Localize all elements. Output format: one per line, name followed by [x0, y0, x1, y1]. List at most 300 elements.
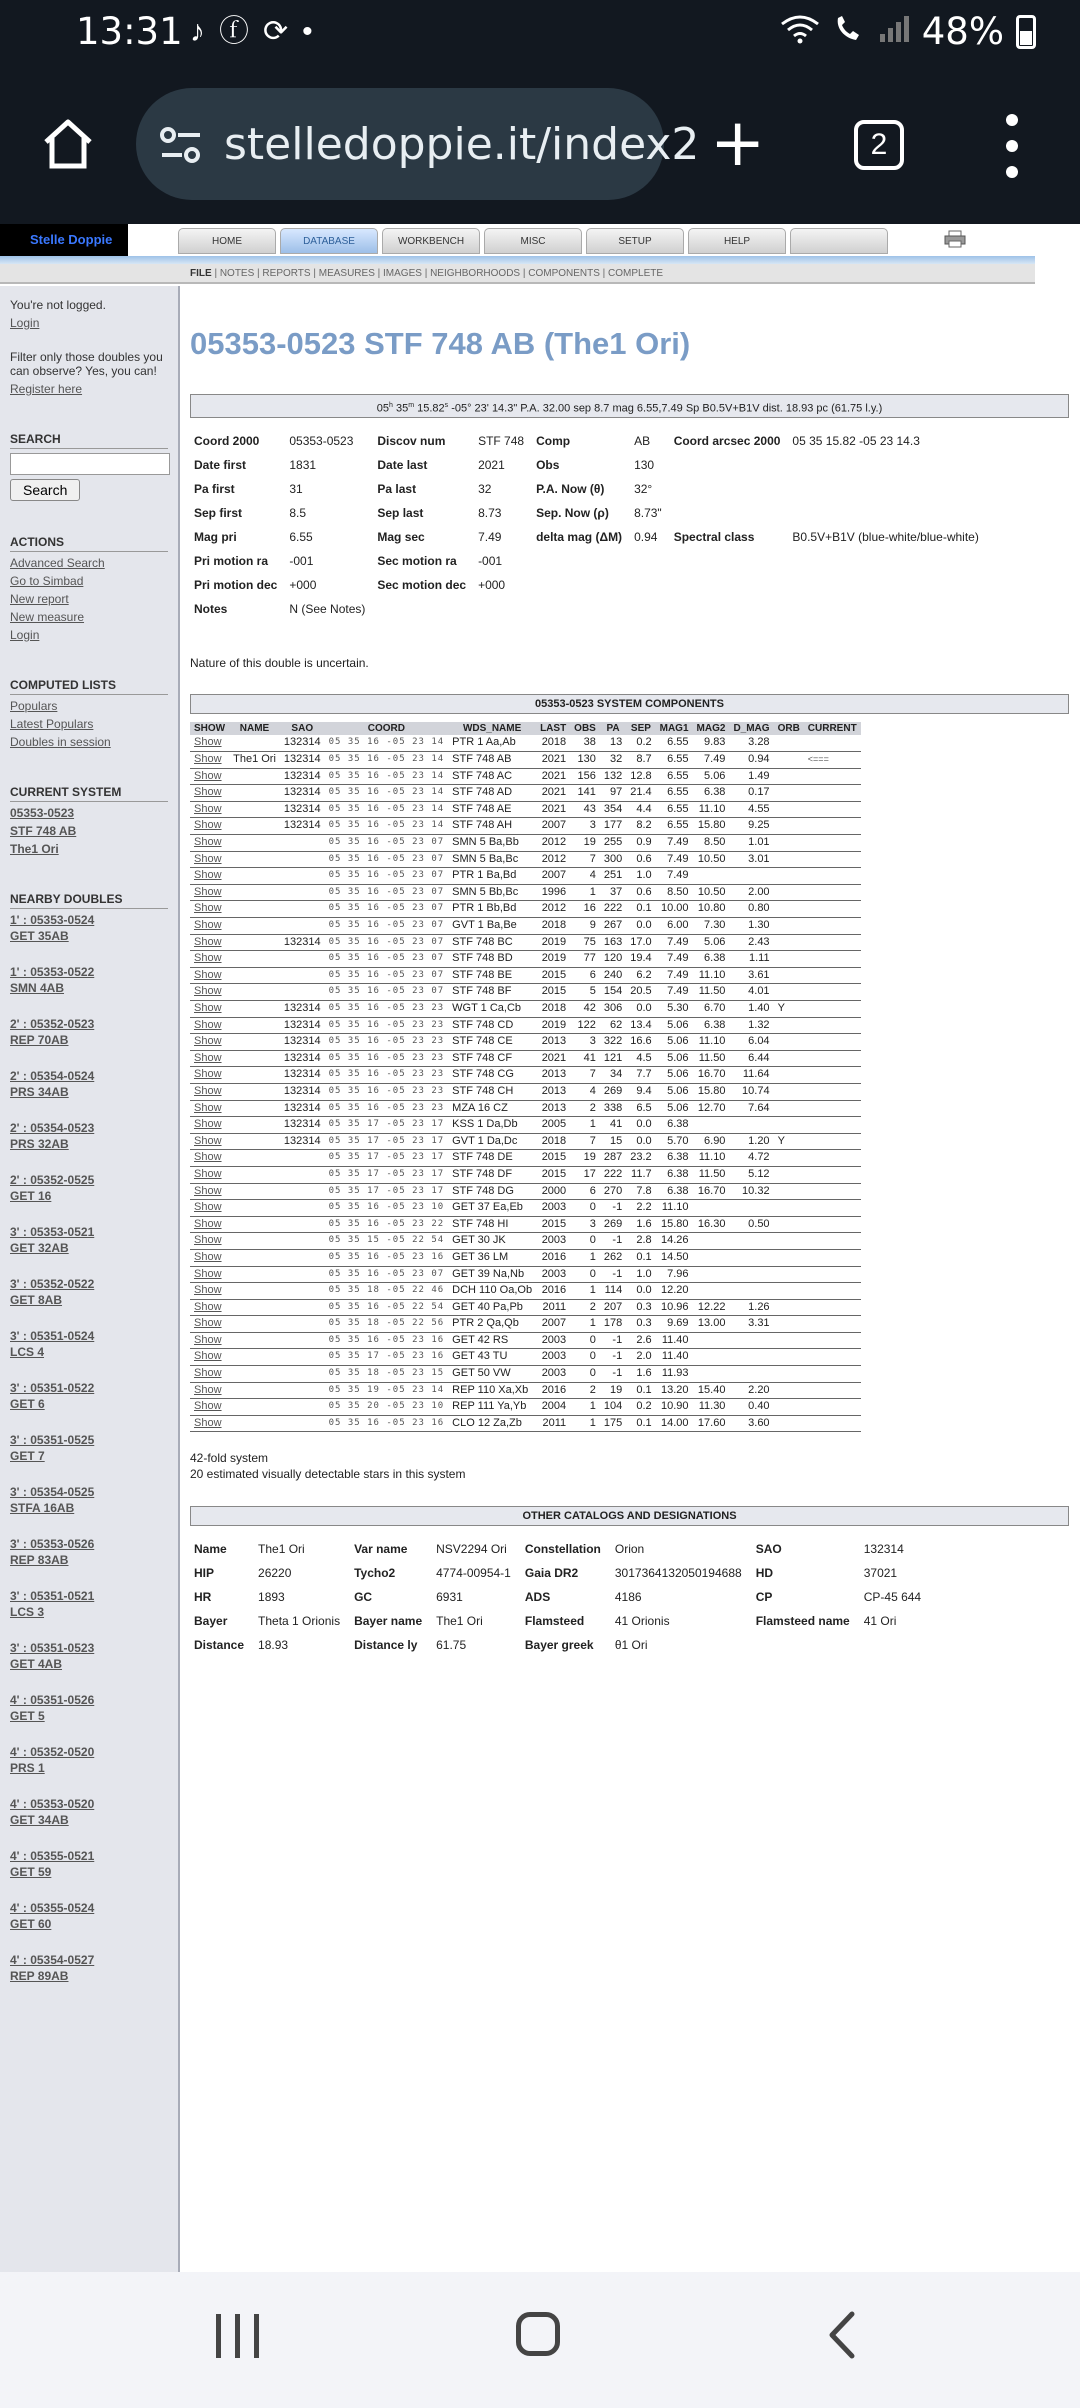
cell-name	[229, 901, 280, 918]
nearby-double-coord-link[interactable]: 4' : 05353-0520	[10, 1797, 95, 1811]
nearby-double-name-link[interactable]: GET 7	[10, 1449, 45, 1463]
cell-wds-name: SMN 5 Ba,Bc	[448, 851, 536, 868]
show-link[interactable]: Show	[190, 801, 229, 818]
cell-pa: 34	[600, 1067, 626, 1084]
cell-mag1: 14.00	[656, 1415, 693, 1432]
site-settings-icon[interactable]	[158, 122, 204, 168]
show-link[interactable]: Show	[190, 1233, 229, 1250]
nearby-double-name-link[interactable]: GET 5	[10, 1709, 45, 1723]
show-link[interactable]: Show	[190, 1415, 229, 1432]
nav-tab-setup[interactable]: SETUP	[586, 228, 684, 254]
column-header: NAME	[229, 722, 280, 735]
property-label: Discov num	[377, 434, 446, 448]
cell-last: 2018	[536, 918, 570, 935]
nearby-double-item	[10, 1693, 168, 1723]
nearby-double-name-link[interactable]: SMN 4AB	[10, 981, 65, 995]
cell-d-mag: 2.00	[729, 884, 773, 901]
cell-current	[804, 884, 861, 901]
cell-pa: 262	[600, 1249, 626, 1266]
cell-pa: 13	[600, 735, 626, 752]
computed-list	[10, 699, 168, 749]
home-nav-icon[interactable]	[516, 2312, 560, 2356]
nav-tab-workbench[interactable]: WORKBENCH	[382, 228, 480, 254]
property-value: 05353-0523	[289, 434, 354, 448]
property-value	[632, 598, 670, 620]
cell-coord: 05 35 16 -05 23 07	[325, 868, 449, 885]
show-link[interactable]: Show	[190, 951, 229, 968]
cell-sep: 2.8	[626, 1233, 655, 1250]
show-link[interactable]: Show	[190, 1166, 229, 1183]
show-link[interactable]: Show	[190, 1050, 229, 1067]
nearby-double-name-link[interactable]: REP 89AB	[10, 1969, 69, 1983]
nearby-double-coord-link[interactable]: 4' : 05355-0521	[10, 1849, 95, 1863]
nearby-double-name-link[interactable]: GET 4AB	[10, 1657, 63, 1671]
cell-orb	[774, 951, 804, 968]
cell-current	[804, 785, 861, 802]
cell-mag2: 7.30	[693, 918, 730, 935]
site-nav	[0, 224, 1035, 256]
show-link[interactable]: Show	[190, 918, 229, 935]
address-bar[interactable]	[136, 88, 700, 200]
nearby-double-item	[10, 1173, 168, 1203]
nearby-double-coord-link[interactable]: 3' : 05353-0521	[10, 1225, 95, 1239]
cell-orb	[774, 984, 804, 1001]
search-heading: SEARCH	[10, 432, 168, 449]
cell-name	[229, 1001, 280, 1018]
property-value: 0.94	[634, 530, 658, 544]
nearby-double-item	[10, 1121, 168, 1151]
property-value	[790, 550, 986, 572]
cell-name	[229, 1017, 280, 1034]
nearby-double-name-link[interactable]: LCS 4	[10, 1345, 45, 1359]
browser-toolbar	[0, 66, 1080, 224]
property-label: Pa first	[194, 482, 235, 496]
nearby-double-coord-link[interactable]: 3' : 05351-0525	[10, 1433, 95, 1447]
nearby-double-name-link[interactable]: GET 16	[10, 1189, 52, 1203]
nearby-double-coord-link[interactable]: 2' : 05354-0523	[10, 1121, 95, 1135]
battery-icon	[1016, 15, 1036, 49]
computed-list-link[interactable]: Populars	[10, 699, 58, 713]
catalog-label: SAO	[755, 1542, 782, 1557]
nearby-double-coord-link[interactable]: 2' : 05352-0523	[10, 1017, 95, 1031]
action-link[interactable]: Go to Simbad	[10, 574, 84, 588]
property-row	[192, 454, 987, 476]
component-row	[190, 1017, 861, 1034]
nearby-double-coord-link[interactable]: 2' : 05352-0525	[10, 1173, 95, 1187]
nearby-double-name-link[interactable]: GET 8AB	[10, 1293, 63, 1307]
catalog-label: Gaia DR2	[524, 1566, 579, 1581]
cell-coord: 05 35 16 -05 23 23	[325, 1083, 449, 1100]
nav-tab-database[interactable]: DATABASE	[280, 228, 378, 254]
cell-sao	[280, 1266, 325, 1283]
actions-list	[10, 556, 168, 642]
cell-pa: 19	[600, 1382, 626, 1399]
show-link[interactable]: Show	[190, 1067, 229, 1084]
nearby-double-name-link[interactable]: GET 35AB	[10, 929, 69, 943]
nearby-double-coord-link[interactable]: 3' : 05351-0523	[10, 1641, 95, 1655]
cell-wds-name: STF 748 AC	[448, 768, 536, 785]
component-row	[190, 752, 861, 769]
show-link[interactable]: Show	[190, 1366, 229, 1383]
cell-current	[804, 1001, 861, 1018]
property-value: +000	[478, 578, 506, 592]
cell-orb	[774, 868, 804, 885]
show-link[interactable]: Show	[190, 868, 229, 885]
nearby-double-coord-link[interactable]: 4' : 05355-0524	[10, 1901, 95, 1915]
nav-tab-blank[interactable]	[790, 228, 888, 254]
cell-last: 2012	[536, 851, 570, 868]
cell-wds-name: GVT 1 Ba,Be	[448, 918, 536, 935]
component-row	[190, 1166, 861, 1183]
show-link[interactable]: Show	[190, 818, 229, 835]
property-value	[632, 550, 670, 572]
column-header: MAG2	[693, 722, 730, 735]
show-link[interactable]: Show	[190, 1100, 229, 1117]
component-row	[190, 1067, 861, 1084]
home-icon[interactable]	[38, 114, 98, 174]
tab-switcher-button[interactable]: 2	[854, 120, 904, 170]
cell-sao	[280, 1200, 325, 1217]
cell-wds-name: CLO 12 Za,Zb	[448, 1415, 536, 1432]
search-button[interactable]: Search	[10, 479, 80, 501]
cell-obs: 5	[570, 984, 600, 1001]
nearby-double-coord-link[interactable]: 3' : 05351-0522	[10, 1381, 95, 1395]
nav-tab-misc[interactable]: MISC	[484, 228, 582, 254]
property-value: -001	[478, 554, 503, 568]
component-row	[190, 1299, 861, 1316]
action-link[interactable]: New measure	[10, 610, 85, 624]
cell-last: 2005	[536, 1117, 570, 1134]
dot-icon: •	[302, 15, 313, 48]
cell-pa: 163	[600, 934, 626, 951]
nav-tab-help[interactable]: HELP	[688, 228, 786, 254]
component-row	[190, 1283, 861, 1300]
show-link[interactable]: Show	[190, 901, 229, 918]
show-link[interactable]: Show	[190, 1150, 229, 1167]
cell-last: 2015	[536, 967, 570, 984]
print-icon[interactable]	[944, 230, 966, 248]
cell-mag1: 6.55	[656, 801, 693, 818]
cell-wds-name: STF 748 DF	[448, 1166, 536, 1183]
cell-current	[804, 1283, 861, 1300]
show-link[interactable]: Show	[190, 1017, 229, 1034]
cell-obs: 41	[570, 1050, 600, 1067]
property-label: Pri motion dec	[194, 578, 278, 592]
cell-last: 2007	[536, 868, 570, 885]
cell-d-mag: 3.28	[729, 735, 773, 752]
current-system-link[interactable]: 05353-0523	[10, 806, 75, 820]
cell-mag1: 6.55	[656, 785, 693, 802]
show-link[interactable]: Show	[190, 1001, 229, 1018]
cell-wds-name: REP 111 Ya,Yb	[448, 1399, 536, 1416]
cell-pa: 37	[600, 884, 626, 901]
cell-name	[229, 1366, 280, 1383]
cell-obs: 122	[570, 1017, 600, 1034]
new-tab-icon[interactable]: +	[710, 104, 766, 181]
show-link[interactable]: Show	[190, 768, 229, 785]
cell-current	[804, 1034, 861, 1051]
subnav-file[interactable]: FILE	[190, 268, 212, 279]
cell-current	[804, 1100, 861, 1117]
cell-mag1: 6.55	[656, 752, 693, 769]
catalog-label: HIP	[194, 1566, 215, 1581]
cell-wds-name: STF 748 CH	[448, 1083, 536, 1100]
cell-mag2	[693, 868, 730, 885]
property-value: B0.5V+B1V (blue-white/blue-white)	[792, 530, 979, 544]
properties-table	[190, 428, 989, 622]
nearby-double-name-link[interactable]: REP 83AB	[10, 1553, 69, 1567]
cell-name	[229, 918, 280, 935]
cell-wds-name: GET 37 Ea,Eb	[448, 1200, 536, 1217]
cell-mag1: 6.38	[656, 1166, 693, 1183]
cell-coord: 05 35 16 -05 22 54	[325, 1299, 449, 1316]
cell-coord: 05 35 16 -05 23 23	[325, 1067, 449, 1084]
show-link[interactable]: Show	[190, 735, 229, 752]
nearby-double-name-link[interactable]: STFA 16AB	[10, 1501, 75, 1515]
cell-name	[229, 1067, 280, 1084]
nearby-double-name-link[interactable]: REP 70AB	[10, 1033, 69, 1047]
cell-pa: -1	[600, 1332, 626, 1349]
cell-pa: 175	[600, 1415, 626, 1432]
nearby-double-name-link[interactable]: LCS 3	[10, 1605, 45, 1619]
catalog-value: 4186	[614, 1590, 642, 1605]
site-logo[interactable]: Stelle Doppie	[0, 224, 128, 256]
property-value: 32	[478, 482, 492, 496]
nearby-double-coord-link[interactable]: 3' : 05351-0524	[10, 1329, 95, 1343]
property-label: Sep. Now (ρ)	[536, 506, 609, 520]
cell-current	[804, 1117, 861, 1134]
cell-coord: 05 35 16 -05 23 16	[325, 1249, 449, 1266]
login-link[interactable]: Login	[10, 316, 40, 330]
current-system-link[interactable]: The1 Ori	[10, 842, 59, 856]
fold-text: 42-fold system	[190, 1451, 269, 1466]
cell-name	[229, 801, 280, 818]
show-link[interactable]: Show	[190, 752, 229, 769]
nearby-double-coord-link[interactable]: 3' : 05354-0525	[10, 1485, 95, 1499]
cell-wds-name: STF 748 CG	[448, 1067, 536, 1084]
cell-sao	[280, 918, 325, 935]
show-link[interactable]: Show	[190, 835, 229, 852]
show-link[interactable]: Show	[190, 785, 229, 802]
cell-coord: 05 35 16 -05 23 07	[325, 884, 449, 901]
nearby-double-item	[10, 1069, 168, 1099]
cell-obs: 3	[570, 1216, 600, 1233]
nearby-double-coord-link[interactable]: 3' : 05351-0521	[10, 1589, 95, 1603]
cell-last: 2011	[536, 1415, 570, 1432]
actions-heading: ACTIONS	[10, 535, 168, 552]
cell-coord: 05 35 17 -05 23 17	[325, 1183, 449, 1200]
cell-name	[229, 1399, 280, 1416]
search-input[interactable]	[10, 453, 170, 475]
cell-obs: 141	[570, 785, 600, 802]
subnav-links[interactable]: | NOTES | REPORTS | MEASURES | IMAGES | NEIGHBORHOODS | COMPONENTS | COMPLETE	[211, 268, 664, 279]
cell-wds-name: MZA 16 CZ	[448, 1100, 536, 1117]
cell-current	[804, 1166, 861, 1183]
component-row	[190, 884, 861, 901]
cell-d-mag: 4.72	[729, 1150, 773, 1167]
cell-sep: 2.6	[626, 1332, 655, 1349]
cell-d-mag: 0.17	[729, 785, 773, 802]
cell-last: 2021	[536, 785, 570, 802]
current-system-link[interactable]: STF 748 AB	[10, 824, 77, 838]
cell-wds-name: STF 748 DE	[448, 1150, 536, 1167]
show-link[interactable]: Show	[190, 1316, 229, 1333]
nav-tab-home[interactable]: HOME	[178, 228, 276, 254]
nearby-double-coord-link[interactable]: 1' : 05353-0524	[10, 913, 95, 927]
cell-mag2: 5.06	[693, 934, 730, 951]
cell-sep: 0.0	[626, 1133, 655, 1150]
cell-mag1: 7.49	[656, 951, 693, 968]
register-link[interactable]: Register here	[10, 382, 83, 396]
cell-mag1: 10.90	[656, 1399, 693, 1416]
cell-d-mag	[729, 1117, 773, 1134]
property-label	[672, 574, 789, 596]
nearby-double-name-link[interactable]: PRS 1	[10, 1761, 45, 1775]
back-icon[interactable]	[818, 2310, 868, 2360]
show-link[interactable]: Show	[190, 984, 229, 1001]
cell-sao: 132314	[280, 768, 325, 785]
show-link[interactable]: Show	[190, 1382, 229, 1399]
cell-sao	[280, 1332, 325, 1349]
cell-d-mag	[729, 1266, 773, 1283]
catalog-label: HR	[194, 1590, 212, 1605]
show-link[interactable]: Show	[190, 1249, 229, 1266]
catalog-label: Flamsteed name	[755, 1614, 850, 1629]
recent-apps-icon[interactable]	[216, 2314, 259, 2358]
cell-d-mag: 4.01	[729, 984, 773, 1001]
catalog-label: Name	[194, 1542, 227, 1557]
nearby-double-name-link[interactable]: GET 60	[10, 1917, 52, 1931]
show-link[interactable]: Show	[190, 1183, 229, 1200]
cell-name	[229, 818, 280, 835]
cell-obs: 43	[570, 801, 600, 818]
cell-mag1: 5.06	[656, 1017, 693, 1034]
cell-current	[804, 1316, 861, 1333]
catalog-value: 6931	[436, 1590, 463, 1605]
nearby-double-name-link[interactable]: GET 6	[10, 1397, 45, 1411]
show-link[interactable]: Show	[190, 884, 229, 901]
cell-orb	[774, 1399, 804, 1416]
cell-mag2: 11.30	[693, 1399, 730, 1416]
cell-sao	[280, 1216, 325, 1233]
cell-name	[229, 785, 280, 802]
nearby-double-name-link[interactable]: GET 34AB	[10, 1813, 69, 1827]
cell-last: 2003	[536, 1349, 570, 1366]
cell-wds-name: REP 110 Xa,Xb	[448, 1382, 536, 1399]
cell-mag1: 7.49	[656, 934, 693, 951]
show-link[interactable]: Show	[190, 967, 229, 984]
cell-last: 2016	[536, 1249, 570, 1266]
cell-name	[229, 884, 280, 901]
computed-list-link[interactable]: Doubles in session	[10, 735, 111, 749]
cell-orb	[774, 752, 804, 769]
action-link[interactable]: Advanced Search	[10, 556, 105, 570]
nearby-double-item	[10, 1329, 168, 1359]
nearby-double-coord-link[interactable]: 1' : 05353-0522	[10, 965, 95, 979]
property-label: Sec motion dec	[377, 578, 467, 592]
cell-wds-name: STF 748 BE	[448, 967, 536, 984]
cell-orb	[774, 735, 804, 752]
cell-pa: 354	[600, 801, 626, 818]
show-link[interactable]: Show	[190, 1083, 229, 1100]
show-link[interactable]: Show	[190, 1399, 229, 1416]
action-link[interactable]: New report	[10, 592, 69, 606]
nearby-double-coord-link[interactable]: 2' : 05354-0524	[10, 1069, 95, 1083]
show-link[interactable]: Show	[190, 1117, 229, 1134]
nearby-double-coord-link[interactable]: 4' : 05351-0526	[10, 1693, 95, 1707]
show-link[interactable]: Show	[190, 1283, 229, 1300]
component-row	[190, 901, 861, 918]
cell-coord: 05 35 18 -05 22 56	[325, 1316, 449, 1333]
show-link[interactable]: Show	[190, 1216, 229, 1233]
nearby-double-name-link[interactable]: GET 59	[10, 1865, 52, 1879]
nearby-double-coord-link[interactable]: 3' : 05353-0526	[10, 1537, 95, 1551]
show-link[interactable]: Show	[190, 1200, 229, 1217]
nearby-double-coord-link[interactable]: 3' : 05352-0522	[10, 1277, 95, 1291]
nearby-double-coord-link[interactable]: 4' : 05354-0527	[10, 1953, 95, 1967]
cell-coord: 05 35 16 -05 23 14	[325, 818, 449, 835]
cell-last: 2011	[536, 1299, 570, 1316]
cell-current	[804, 735, 861, 752]
cell-orb	[774, 835, 804, 852]
show-link[interactable]: Show	[190, 1133, 229, 1150]
cell-sep: 0.3	[626, 1299, 655, 1316]
cell-last: 2021	[536, 801, 570, 818]
property-value	[790, 454, 986, 476]
system-nav-bar	[0, 2272, 1080, 2408]
action-link[interactable]: Login	[10, 628, 40, 642]
property-label: Sep last	[377, 506, 424, 520]
component-row	[190, 1034, 861, 1051]
show-link[interactable]: Show	[190, 934, 229, 951]
cell-last: 2018	[536, 735, 570, 752]
show-link[interactable]: Show	[190, 851, 229, 868]
wifi-calling-icon	[832, 10, 866, 53]
cell-pa: 32	[600, 752, 626, 769]
cell-d-mag: 4.55	[729, 801, 773, 818]
catalog-value: CP-45 644	[863, 1590, 922, 1605]
nearby-double-name-link[interactable]: PRS 32AB	[10, 1137, 69, 1151]
cell-pa: 121	[600, 1050, 626, 1067]
computed-list-link[interactable]: Latest Populars	[10, 717, 94, 731]
show-link[interactable]: Show	[190, 1034, 229, 1051]
cell-d-mag	[729, 868, 773, 885]
nearby-double-name-link[interactable]: PRS 34AB	[10, 1085, 69, 1099]
show-link[interactable]: Show	[190, 1332, 229, 1349]
cell-mag2	[693, 1366, 730, 1383]
cell-wds-name: STF 748 AH	[448, 818, 536, 835]
cell-d-mag: 1.11	[729, 951, 773, 968]
show-link[interactable]: Show	[190, 1266, 229, 1283]
show-link[interactable]: Show	[190, 1299, 229, 1316]
cell-mag2: 10.50	[693, 884, 730, 901]
component-row	[190, 735, 861, 752]
catalog-label: Distance ly	[354, 1638, 418, 1653]
nearby-double-name-link[interactable]: GET 32AB	[10, 1241, 69, 1255]
cell-current	[804, 1349, 861, 1366]
components-heading: 05353-0523 SYSTEM COMPONENTS	[190, 694, 1069, 714]
cell-name	[229, 934, 280, 951]
more-menu-icon[interactable]	[1004, 114, 1020, 178]
show-link[interactable]: Show	[190, 1349, 229, 1366]
cell-pa: 15	[600, 1133, 626, 1150]
cell-d-mag: 1.26	[729, 1299, 773, 1316]
nearby-double-coord-link[interactable]: 4' : 05352-0520	[10, 1745, 95, 1759]
catalogs-table	[190, 1536, 933, 1658]
component-row	[190, 1083, 861, 1100]
cell-mag2: 10.50	[693, 851, 730, 868]
property-label	[534, 598, 630, 620]
